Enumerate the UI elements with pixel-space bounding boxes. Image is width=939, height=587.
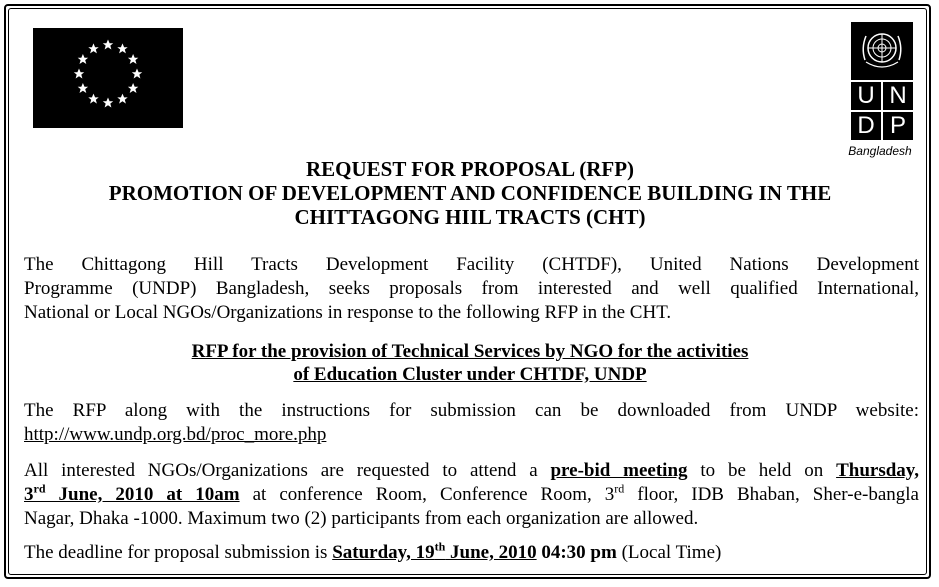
prebid-day: Thursday, <box>836 460 919 481</box>
deadline-text: The deadline for proposal submission is <box>24 542 333 563</box>
undp-letter-grid <box>851 82 913 140</box>
prebid-venue: at conference Room, Conference Room, 3 <box>239 484 615 505</box>
prebid-line-2 <box>24 483 919 507</box>
deadline-date <box>332 539 537 563</box>
undp-website-link[interactable]: http://www.undp.org.bd/proc_more.php <box>24 424 327 445</box>
undp-country-label: Bangladesh <box>848 144 912 158</box>
un-emblem-icon <box>851 22 913 80</box>
deadline-date-rest: June, 2010 <box>445 542 537 563</box>
eu-flag-icon <box>33 28 183 128</box>
prebid-line-1 <box>24 459 919 483</box>
prebid-date-day: 3 <box>24 484 34 505</box>
intro-line-2: Programme (UNDP) Bangladesh, seeks proposals from interested and well qualified International, <box>24 278 919 299</box>
download-line-1: The RFP along with the instructions for submission can be downloaded from UNDP website: <box>24 400 919 421</box>
prebid-date <box>24 481 240 505</box>
deadline-date-day: Saturday, 19 <box>332 542 435 563</box>
undp-letter-p: P <box>883 112 913 140</box>
intro-line-3: National or Local NGOs/Organizations in response to the following RFP in the CHT. <box>24 302 672 323</box>
prebid-text-1: All interested NGOs/Organizations are requested to attend a <box>24 460 551 481</box>
undp-letter-d: D <box>851 112 881 140</box>
deadline-time: 04:30 pm <box>536 542 617 563</box>
prebid-paragraph <box>24 459 919 531</box>
title-line-3: CHITTAGONG HIIL TRACTS (CHT) <box>294 205 646 229</box>
title-line-2: PROMOTION OF DEVELOPMENT AND CONFIDENCE BUILDING IN THE <box>108 181 832 205</box>
undp-letter-u: U <box>851 82 881 110</box>
prebid-venue-rest: floor, IDB Bhaban, Sher-e-bangla <box>624 484 919 505</box>
rfp-subject-line-1: RFP for the provision of Technical Services by NGO for the activities <box>191 341 749 362</box>
download-paragraph <box>24 399 919 447</box>
intro-line-1: The Chittagong Hill Tracts Development Facility (CHTDF), United Nations Development <box>24 254 919 275</box>
undp-letter-n: N <box>883 82 913 110</box>
intro-paragraph <box>24 253 919 325</box>
prebid-floor-suffix: rd <box>614 481 625 496</box>
deadline-paragraph <box>24 541 919 565</box>
prebid-line-3: Nagar, Dhaka -1000. Maximum two (2) participants from each organization are allowed. <box>24 508 699 529</box>
title-line-1: REQUEST FOR PROPOSAL (RFP) <box>305 157 635 181</box>
rfp-subject-line-2: of Education Cluster under CHTDF, UNDP <box>293 364 647 385</box>
prebid-date-rest: June, 2010 at 10am <box>45 484 240 505</box>
undp-logo <box>846 22 918 158</box>
prebid-meeting-label: pre-bid meeting <box>550 460 688 481</box>
deadline-timezone: (Local Time) <box>616 542 722 563</box>
prebid-date-suffix: rd <box>33 481 46 496</box>
deadline-date-suffix: th <box>434 539 446 554</box>
prebid-text-2: to be held on <box>687 460 837 481</box>
